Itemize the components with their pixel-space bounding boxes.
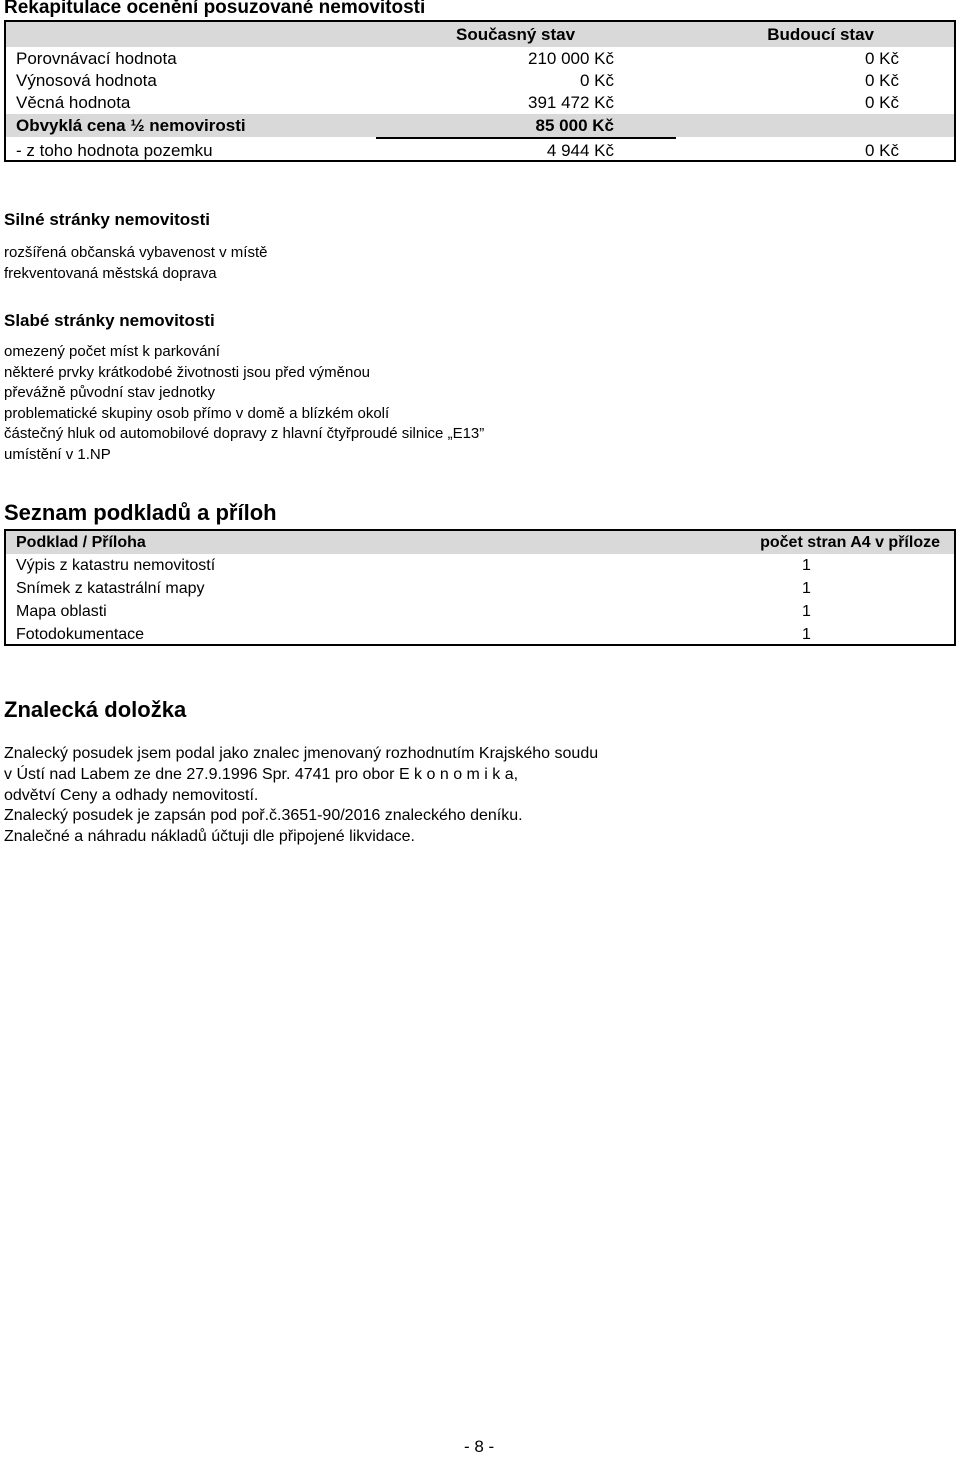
- row-label: Věcná hodnota: [16, 93, 131, 112]
- weaknesses-title: Slabé stránky nemovitosti: [4, 311, 215, 330]
- attachments-header-row: [6, 531, 954, 554]
- table-row: [6, 623, 954, 646]
- paragraph-line: odvětví Ceny a odhady nemovitostí.: [4, 786, 259, 804]
- future-value: 0 Kč: [864, 93, 899, 112]
- table-row: [6, 69, 954, 92]
- row-label: - z toho hodnota pozemku: [16, 141, 213, 160]
- page-count: 1: [802, 557, 811, 574]
- current-value: 391 472 Kč: [527, 93, 614, 112]
- weaknesses-list: [4, 342, 484, 465]
- column-header-page-count: počet stran A4 v příloze: [760, 534, 940, 551]
- table-row: [6, 600, 954, 623]
- list-item: umístění v 1.NP: [4, 445, 111, 463]
- table-row-highlighted: [6, 114, 954, 137]
- paragraph-line: Znalecký posudek jsem podal jako znalec jmenovaný rozhodnutím Krajského soudu: [4, 745, 599, 762]
- future-value: 0 Kč: [864, 49, 899, 68]
- table-row: [6, 577, 954, 600]
- strengths-title: Silné stránky nemovitosti: [4, 210, 210, 229]
- current-value: 210 000 Kč: [527, 49, 614, 68]
- document-name: Výpis z katastru nemovitostí: [16, 557, 216, 574]
- current-value: 4 944 Kč: [546, 141, 614, 160]
- list-item: rozšířená občanská vybavenost v místě: [4, 244, 268, 261]
- rekapitulace-header-row: [6, 22, 954, 47]
- list-item: problematické skupiny osob přímo v domě a blízkém okolí: [4, 404, 390, 422]
- document-name: Fotodokumentace: [16, 626, 145, 643]
- strengths-list: [4, 243, 267, 284]
- current-value: 85 000 Kč: [535, 116, 614, 135]
- paragraph-line: Znalečné a náhradu nákladů účtuji dle připojené likvidace.: [4, 828, 415, 846]
- current-value: 0 Kč: [579, 71, 614, 90]
- future-value: 0 Kč: [864, 71, 899, 90]
- column-header-document: Podklad / Příloha: [16, 534, 146, 551]
- table-row: [6, 554, 954, 577]
- rekapitulace-table: [4, 20, 956, 162]
- list-item: některé prvky krátkodobé životnosti jsou před výměnou: [4, 363, 371, 381]
- list-item: omezený počet míst k parkování: [4, 343, 220, 360]
- table-row: [6, 139, 954, 162]
- column-header-future: Budoucí stav: [767, 25, 874, 44]
- document-name: Mapa oblasti: [16, 603, 107, 620]
- list-item: frekventovaná městská doprava: [4, 264, 217, 282]
- table-row: [6, 47, 954, 70]
- list-item: částečný hluk od automobilové dopravy z hlavní čtyřproudé silnice „E13”: [4, 425, 485, 442]
- page-count: 1: [802, 580, 811, 597]
- table-row: [6, 91, 954, 114]
- page-number: - 8 -: [464, 1437, 495, 1456]
- expert-clause-title: Znalecká doložka: [4, 697, 187, 722]
- paragraph-line: Znalecký posudek je zapsán pod poř.č.3651-90/2016 znaleckého deníku.: [4, 807, 523, 825]
- attachments-title: Seznam podkladů a příloh: [4, 500, 277, 525]
- page-count: 1: [802, 626, 811, 643]
- column-header-current: Současný stav: [456, 25, 576, 44]
- page-count: 1: [802, 603, 811, 620]
- row-label: Výnosová hodnota: [16, 71, 157, 90]
- list-item: převážně původní stav jednotky: [4, 384, 215, 401]
- document-name: Snímek z katastrální mapy: [16, 580, 205, 597]
- expert-clause-text: [4, 744, 598, 848]
- future-value: 0 Kč: [864, 141, 899, 160]
- rekapitulace-title: Rekapitulace ocenění posuzované nemovitosti: [4, 0, 426, 18]
- row-label: Obvyklá cena ½ nemovirosti: [16, 116, 246, 135]
- attachments-table: [4, 529, 956, 646]
- row-label: Porovnávací hodnota: [16, 49, 177, 68]
- paragraph-line: v Ústí nad Labem ze dne 27.9.1996 Spr. 4741 pro obor E k o n o m i k a,: [4, 765, 519, 783]
